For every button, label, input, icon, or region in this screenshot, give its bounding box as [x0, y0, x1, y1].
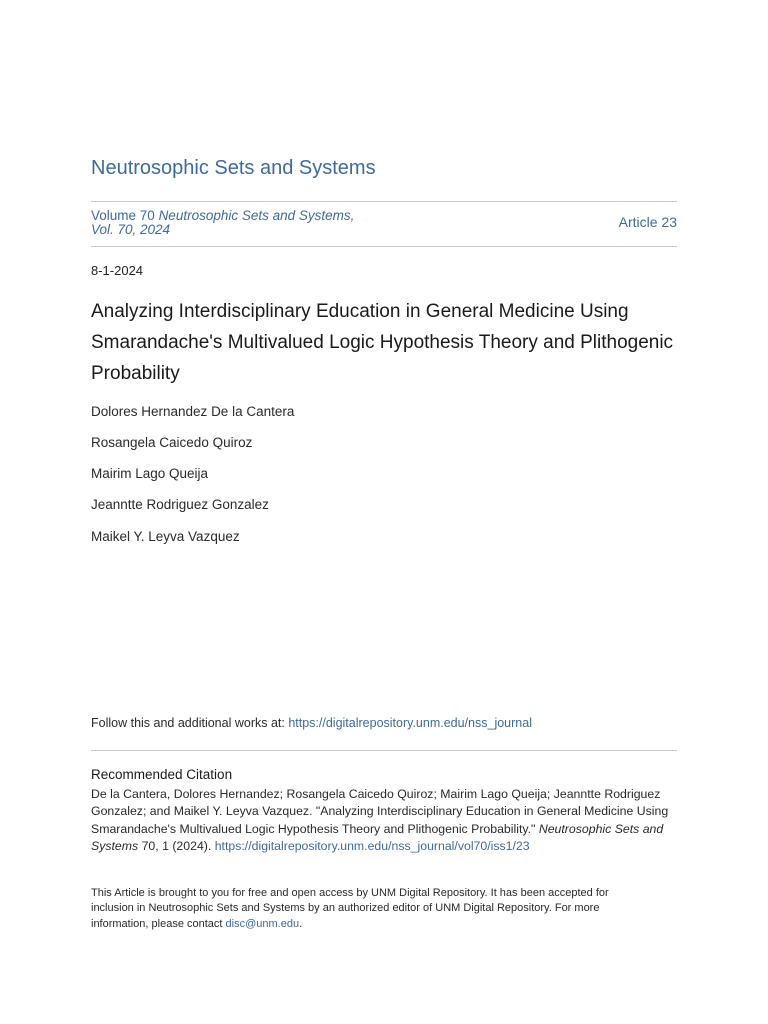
journal-title-link[interactable]: Neutrosophic Sets and Systems: [91, 157, 376, 179]
author-name: Maikel Y. Leyva Vazquez: [91, 529, 240, 544]
issue-link-line1: Neutrosophic Sets and Systems,: [158, 208, 355, 223]
volume-link[interactable]: Volume 70: [91, 208, 155, 223]
recommended-citation-heading: Recommended Citation: [91, 767, 233, 782]
publication-date: 8-1-2024: [91, 263, 144, 278]
author-name: Jeanntte Rodriguez Gonzalez: [91, 497, 269, 512]
citation-body: De la Cantera, Dolores Hernandez; Rosangela Caicedo Quiroz; Mairim Lago Queija; Jeanntte Rodriguez Gonzalez; and Maikel Y. Leyva Vazquez. "Analyzing Interdisciplinary Education in General Medicine Using Smarandache's Multivalued Logic Hypothesis Theory and Plithogenic Probability.": [91, 787, 669, 836]
follow-text: Follow this and additional works at:: [91, 716, 289, 730]
mid-rule: [91, 246, 677, 247]
notice-end: .: [299, 917, 303, 930]
issue-link-line2: Vol. 70, 2024: [91, 222, 171, 237]
notice-text: This Article is brought to you for free and open access by UNM Digital Repository. It has been accepted for inclusion in Neutrosophic Sets and Systems by an authorized editor of UNM Digital Repository. For more information, please contact: [91, 887, 609, 930]
access-notice: [91, 886, 651, 932]
author-name: Dolores Hernandez De la Cantera: [91, 404, 295, 419]
citation-url-link[interactable]: https://digitalrepository.unm.edu/nss_journal/vol70/iss1/23: [214, 838, 530, 853]
contact-email-link[interactable]: disc@unm.edu: [225, 917, 300, 930]
volume-info: [91, 209, 391, 237]
recommended-citation-text: [91, 786, 681, 855]
citation-rule: [91, 750, 677, 751]
top-rule: [91, 201, 677, 202]
citation-journal: Neutrosophic Sets and Systems: [91, 821, 664, 853]
citation-volume: 70, 1 (2024).: [138, 838, 215, 853]
follow-line: [91, 716, 532, 730]
journal-url-link[interactable]: https://digitalrepository.unm.edu/nss_journal: [288, 716, 532, 730]
article-title: Analyzing Interdisciplinary Education in General Medicine Using Smarandache's Multivalued Logic Hypothesis Theory and Plithogenic Probability: [91, 301, 674, 384]
article-number-link[interactable]: Article 23: [618, 214, 677, 230]
author-name: Rosangela Caicedo Quiroz: [91, 435, 253, 450]
author-name: Mairim Lago Queija: [91, 466, 209, 481]
